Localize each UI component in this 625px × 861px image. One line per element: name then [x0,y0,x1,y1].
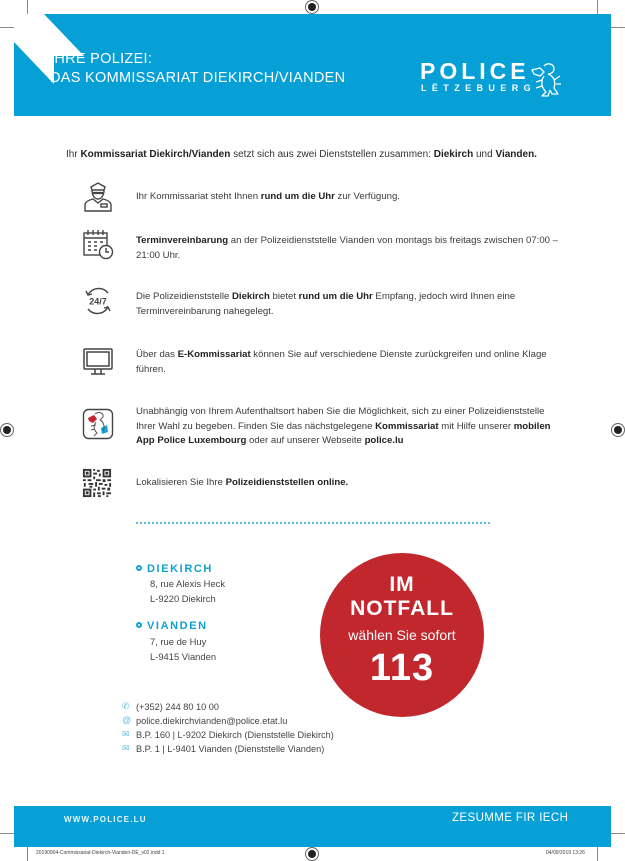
location-pin-icon [136,565,142,571]
crop-mark [27,0,28,14]
text-run: Die Polizeidienststelle [136,291,232,302]
calendar-clock-icon [82,228,114,260]
text-run: Unabhängig von Ihrem Aufenthaltsort haben Sie die Möglichkeit, sich zu einer Polizeidienststelle Ihrer Wahl zu begeben. Finden Sie das nächstgelegene [136,406,545,432]
svg-text:24/7: 24/7 [89,296,107,307]
text-run: oder auf unserer Webseite [246,435,365,446]
text-run: zur Verfügung. [334,191,400,202]
title-line-1: IHRE POLIZEI: [50,51,153,67]
crop-mark [597,0,598,14]
contact-phone[interactable]: ✆ (+352) 244 80 10 00 [122,701,220,712]
station-name-diekirch: DIEKIRCH [136,563,213,575]
bold-text: Polizeidienststellen online. [225,477,349,488]
location-pin-icon [136,622,142,628]
lion-crest-icon [530,62,562,98]
bold-text: rund um die Uhr [298,291,373,302]
intro-text: Ihr Kommissariat Diekirch/Vianden setzt sich aus zwei Dienststellen zusammen: Diekirch und Vianden. [66,149,537,160]
contact-postal-vianden: ✉ B.P. 1 | L-9401 Vianden (Dienststelle Vianden) [122,743,325,754]
registration-mark-icon [308,850,316,858]
bold-text: police.lu [364,435,404,446]
text-run: können Sie auf verschiedene Dienste zurückgreifen und online Klage führen. [136,349,547,375]
police-logo [420,60,536,94]
bold-text: Terminvereinbarung [136,235,229,246]
row-text [136,190,566,205]
bold-text: E-Kommissariat [177,349,251,360]
crop-mark [611,27,625,28]
crop-mark [611,833,625,834]
print-slug-datetime: 04/09/2019 13:26 [546,850,585,856]
row-text [136,290,566,319]
emergency-number: 113 [369,647,435,689]
emergency-line-2: NOTFALL [350,597,454,620]
emergency-badge [320,553,484,717]
text-run: mit Hilfe unserer [438,420,514,432]
police-app-icon [82,408,114,440]
mail-icon: ✉ [122,729,130,739]
crop-mark [0,27,14,28]
footer-slogan: ZESUMME FIR IECH [452,812,569,824]
registration-mark-icon [614,426,622,434]
at-icon: @ [122,715,132,725]
text-run: Ihr Kommissariat steht Ihnen [136,191,261,202]
police-officer-icon [82,180,114,212]
text-run: an der Polizeidienststelle Vianden von montags bis freitags zwischen 07:00 – 21:00 Uhr. [136,235,559,261]
row-text [136,405,566,449]
dotted-divider [136,522,490,524]
qr-code-icon [82,468,112,498]
mail-icon: ✉ [122,743,130,753]
title-line-2: DAS KOMMISSARIAT DIEKIRCH/VIANDEN [50,70,346,86]
contact-postal-diekirch: ✉ B.P. 160 | L-9202 Diekirch (Dienststelle Diekirch) [122,729,334,740]
page-title [50,50,345,88]
row-text [136,476,566,491]
logo-sub-text: LËTZEBUERG [421,83,537,93]
bold-text: Kommissariat [375,420,439,432]
emergency-line-1: IM [389,573,415,596]
bold-text: mobilen App Police Luxembourg [136,420,551,446]
station-address-vianden: 7, rue de Huy L-9415 Vianden [150,636,217,662]
footer-website-link[interactable]: WWW.POLICE.LU [64,815,147,824]
text-run: Über das [136,349,178,360]
computer-monitor-icon [82,346,114,378]
station-name-vianden: VIANDEN [136,620,208,632]
crop-mark [597,847,598,861]
print-slug-filename: 20190904-Commissariat-Diekirch-Vianden-DE_v02.indd 1 [36,850,165,856]
logo-main-text: POLICE [420,58,530,84]
text-run: Empfang, jedoch wird Ihnen eine Terminvereinbarung nahegelegt. [136,291,516,317]
crop-mark [0,833,14,834]
bold-text: Diekirch [231,291,270,302]
registration-mark-icon [3,426,11,434]
phone-icon: ✆ [122,701,130,711]
contact-email[interactable]: @ police.diekirchvianden@police.etat.lu [122,715,288,726]
bold-text: rund um die Uhr [260,191,335,202]
crop-mark [27,847,28,861]
station-address-diekirch: 8, rue Alexis Heck L-9220 Diekirch [150,578,226,604]
row-text [136,348,566,377]
registration-mark-icon [308,3,316,11]
row-text [136,234,566,263]
text-run: bietet [269,291,299,302]
text-run: Lokalisieren Sie Ihre [136,477,226,488]
24-7-icon [82,285,114,317]
emergency-line-3: wählen Sie sofort [348,627,456,643]
